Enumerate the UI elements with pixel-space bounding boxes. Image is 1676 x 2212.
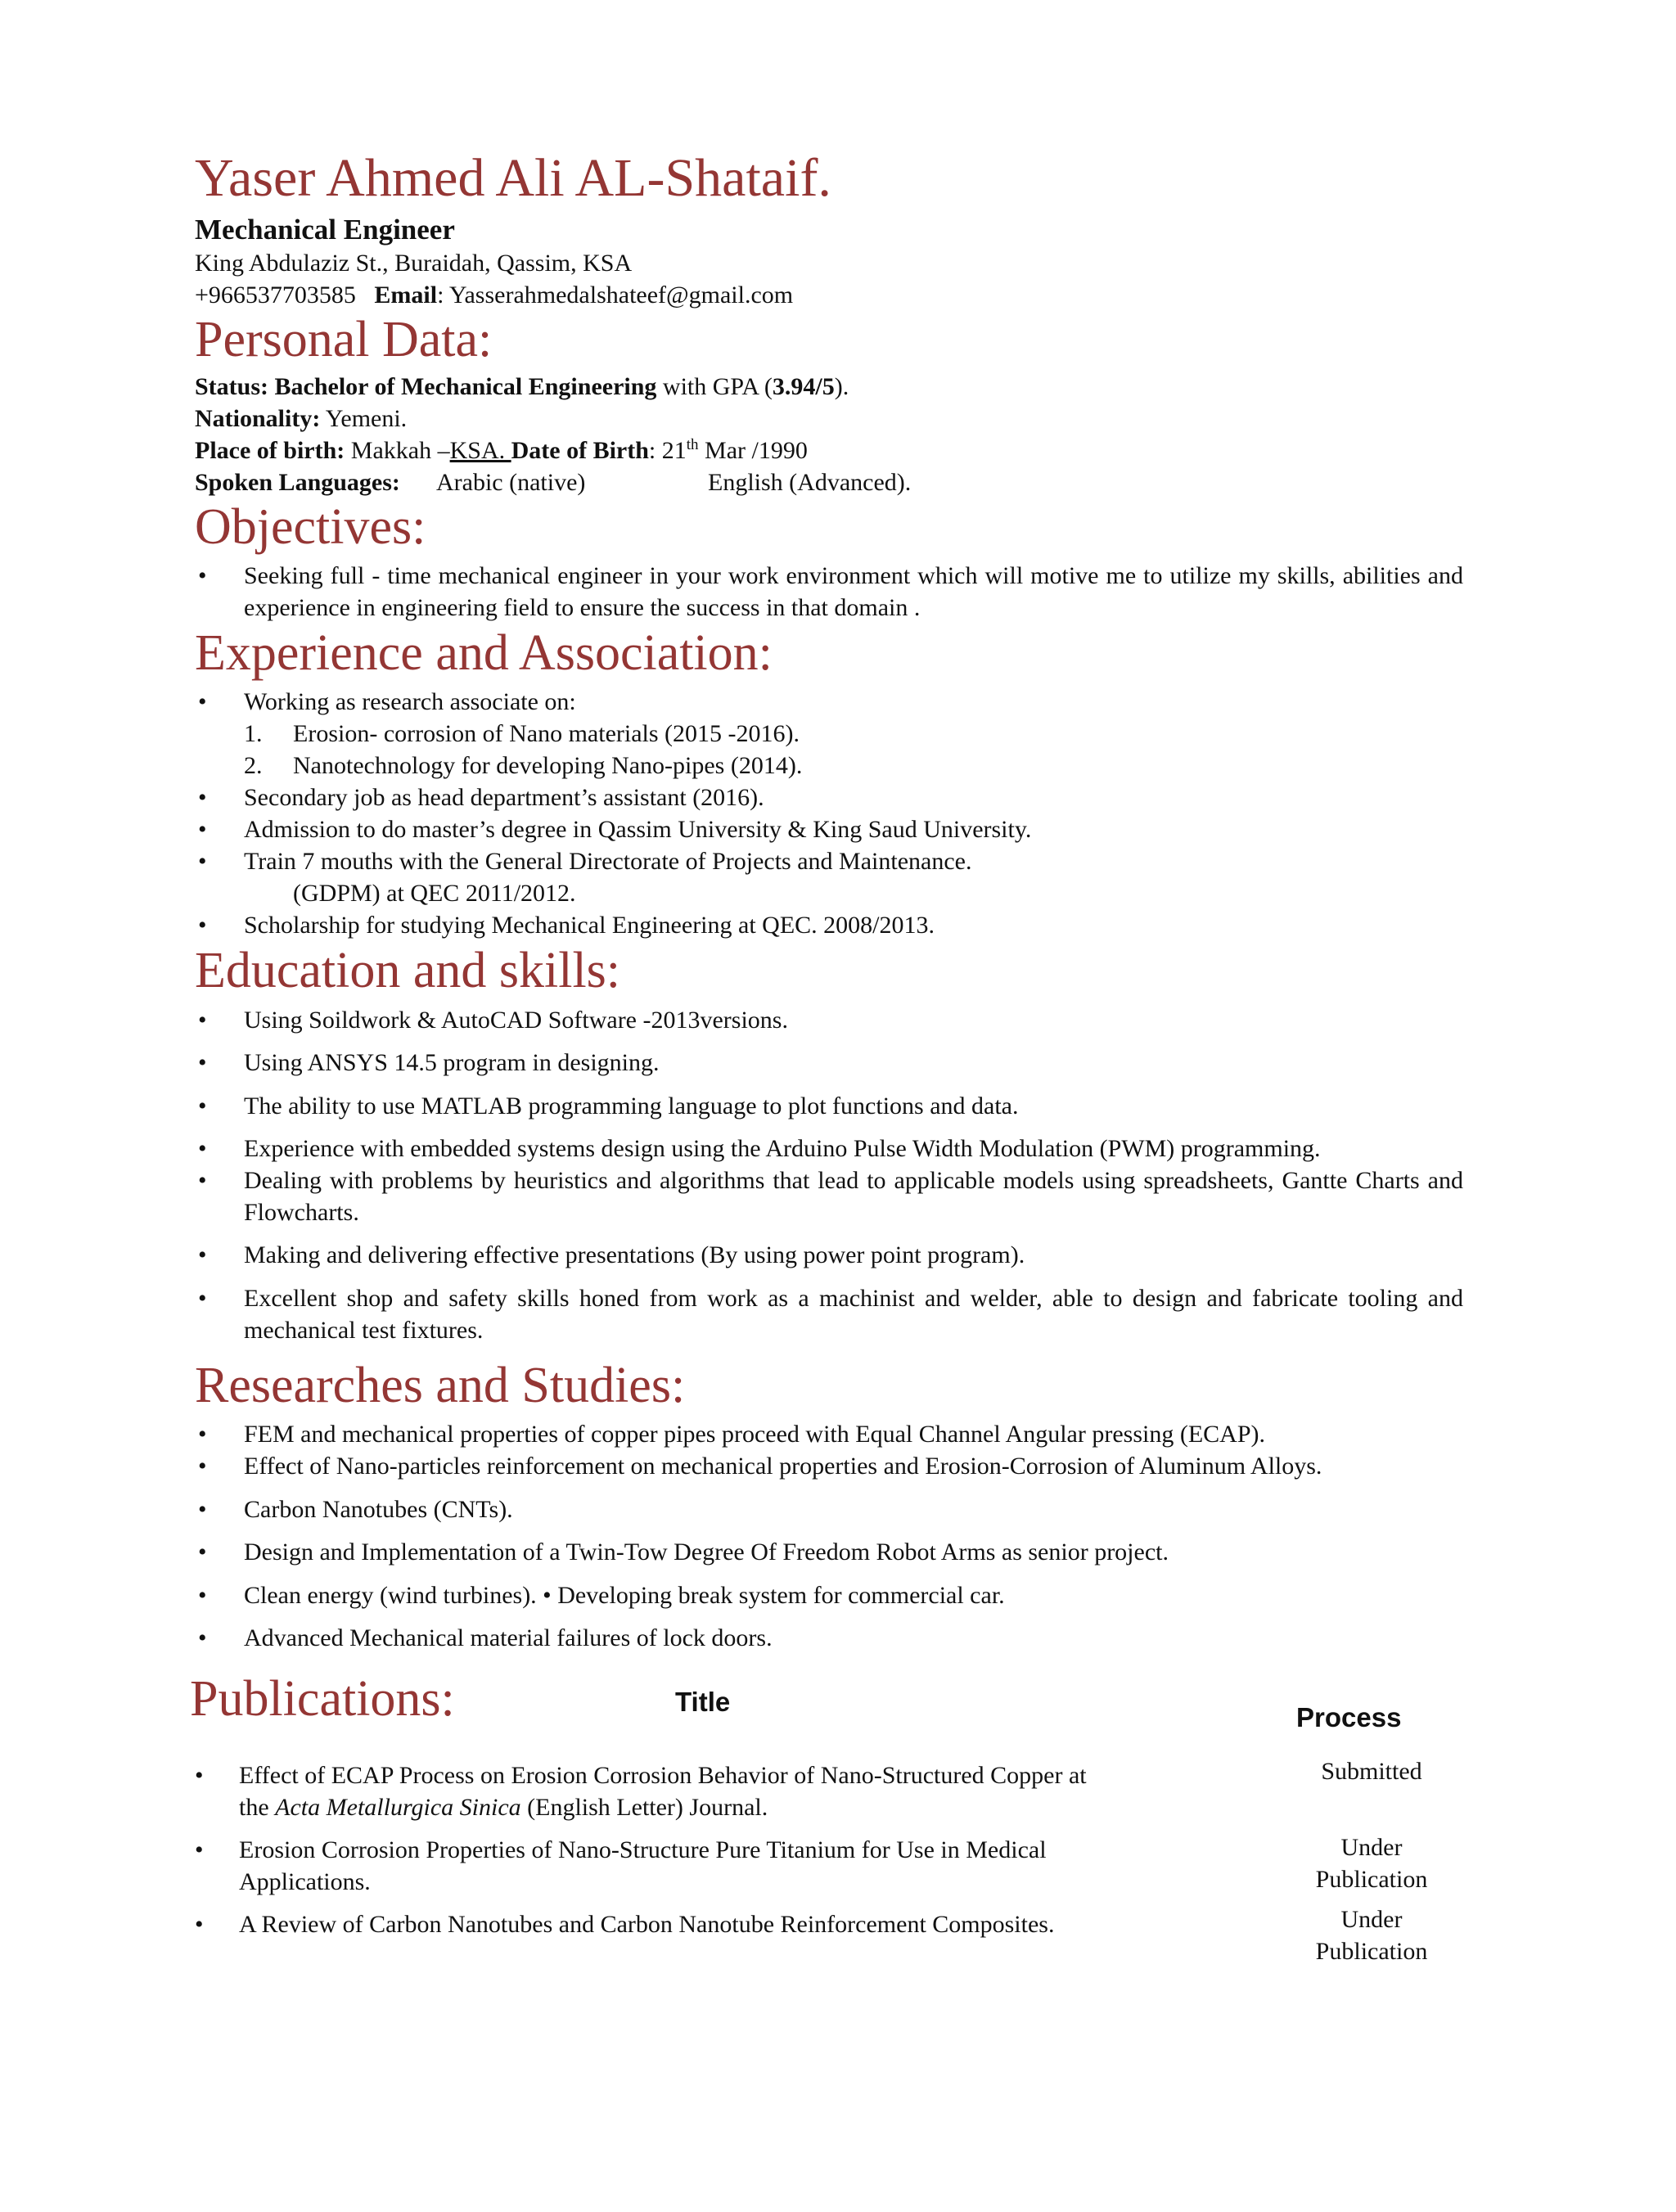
bullet-icon: • (198, 1582, 207, 1609)
dob-day: : 21 (648, 437, 687, 464)
bullet-icon: • (198, 1049, 207, 1076)
experience-item-continued: (GDPM) at QEC 2011/2012. (293, 880, 576, 907)
bullet-icon: • (198, 688, 207, 715)
research-item: Advanced Mechanical material failures of lock doors. (244, 1624, 773, 1651)
bullet-icon: • (198, 1092, 207, 1120)
birthplace-label: Place of birth: (195, 437, 345, 464)
experience-item: Scholarship for studying Mechanical Engineering at QEC. 2008/2013. (244, 912, 935, 939)
bullet-icon: • (198, 1496, 207, 1523)
publication-title-line: Applications. (239, 1868, 371, 1895)
research-item: Carbon Nanotubes (CNTs). (244, 1496, 513, 1523)
skill-item: The ability to use MATLAB programming language to plot functions and data. (244, 1092, 1019, 1120)
publication-title-line (239, 1791, 768, 1823)
publication-title-line: Erosion Corrosion Properties of Nano-Structure Pure Titanium for Use in Medical (239, 1836, 1047, 1863)
bullet-icon: • (198, 1167, 207, 1194)
candidate-address: King Abdulaziz St., Buraidah, Qassim, KSA (195, 250, 633, 277)
skill-item: Dealing with problems by heuristics and algorithms that lead to applicable models using spreadsheets, Gantte Charts and Flowcharts. (244, 1167, 1463, 1226)
bullet-icon: • (198, 1285, 207, 1312)
bullet-icon: • (198, 1135, 207, 1162)
sub-item-text: Erosion- corrosion of Nano materials (2015 -2016). (293, 720, 800, 747)
sub-item-number: 1. (244, 720, 263, 747)
status-line (195, 371, 849, 403)
candidate-role: Mechanical Engineer (195, 214, 455, 246)
bullet-icon: • (198, 1453, 207, 1480)
research-heading: Researches and Studies: (195, 1358, 686, 1413)
research-item: Design and Implementation of a Twin-Tow Degree Of Freedom Robot Arms as senior project. (244, 1538, 1169, 1566)
bullet-icon: • (195, 1762, 204, 1789)
research-item: Clean energy (wind turbines). • Developing break system for commercial car. (244, 1582, 1005, 1609)
status-label: Status: Bachelor of Mechanical Engineering (195, 373, 657, 400)
publications-process-header: Process (1296, 1702, 1402, 1732)
languages-line (195, 466, 400, 498)
birthplace-value: Makkah – (345, 437, 450, 464)
dob-label: Date of Birth (511, 437, 649, 464)
bullet-icon: • (198, 1538, 207, 1566)
publication-title-line: A Review of Carbon Nanotubes and Carbon Nanotube Reinforcement Composites. (239, 1911, 1055, 1938)
publication-status: Under (1340, 1834, 1403, 1861)
bullet-icon: • (198, 1007, 207, 1034)
dob-suffix: th (686, 436, 699, 453)
gpa-value: 3.94/5 (772, 373, 835, 400)
publication-status: Publication (1315, 1938, 1428, 1965)
research-item: FEM and mechanical properties of copper pipes proceed with Equal Channel Angular pressing (ECAP). (244, 1421, 1266, 1448)
bullet-icon: • (198, 1421, 207, 1448)
sub-item-text: Nanotechnology for developing Nano-pipes (2014). (293, 752, 803, 779)
research-item: Effect of Nano-particles reinforcement on mechanical properties and Erosion-Corrosion of Aluminum Alloys. (244, 1453, 1322, 1480)
publications-heading: Publications: (190, 1671, 455, 1727)
skill-item: Using Soildwork & AutoCAD Software -2013versions. (244, 1007, 788, 1034)
language-1: Arabic (native) (436, 469, 586, 496)
status-mid: with GPA ( (656, 373, 773, 400)
objective-item: Seeking full - time mechanical engineer in your work environment which will motive me to utilize my skills, abilities and experience in engineering field to ensure the success in that domain . (244, 562, 1463, 621)
sub-item-number: 2. (244, 752, 263, 779)
objectives-heading: Objectives: (195, 499, 426, 555)
skill-item: Using ANSYS 14.5 program in designing. (244, 1049, 660, 1076)
publication-status: Under (1340, 1906, 1403, 1933)
publication-title-line: Effect of ECAP Process on Erosion Corrosion Behavior of Nano-Structured Copper at (239, 1762, 1087, 1789)
publication-status: Submitted (1321, 1758, 1422, 1785)
publication-status: Publication (1315, 1866, 1428, 1893)
bullet-icon: • (198, 816, 207, 843)
bullet-icon: • (198, 1624, 207, 1651)
skill-item: Making and delivering effective presentations (By using power point program). (244, 1241, 1025, 1268)
status-end: ). (834, 373, 849, 400)
experience-item: Admission to do master’s degree in Qassim University & King Saud University. (244, 816, 1032, 843)
education-heading: Education and skills: (195, 943, 621, 998)
bullet-icon: • (195, 1911, 204, 1938)
skill-item: Experience with embedded systems design using the Arduino Pulse Width Modulation (PWM) programming. (244, 1135, 1321, 1162)
nationality-line (195, 403, 407, 435)
birthplace-country: KSA. (449, 437, 511, 464)
publications-title-header: Title (675, 1687, 731, 1717)
email-label: Email (374, 282, 438, 309)
publication-text: (English Letter) Journal. (520, 1794, 768, 1821)
bullet-icon: • (198, 1241, 207, 1268)
journal-name: Acta Metallurgica Sinica (275, 1794, 521, 1821)
contact-line: +966537703585 Email: Yasserahmedalshateef@gmail.com (195, 282, 794, 309)
birth-line (195, 435, 808, 466)
bullet-icon: • (198, 912, 207, 939)
phone-number: +966537703585 (195, 282, 356, 309)
bullet-icon: • (198, 848, 207, 875)
personal-data-heading: Personal Data: (195, 312, 493, 367)
experience-item: Secondary job as head department’s assistant (2016). (244, 784, 764, 811)
bullet-icon: • (195, 1836, 204, 1863)
bullet-icon: • (198, 784, 207, 811)
email-address[interactable]: Yasserahmedalshateef@gmail.com (448, 282, 794, 309)
bullet-icon: • (198, 562, 207, 589)
experience-item: Working as research associate on: (244, 688, 576, 715)
nationality-label: Nationality: (195, 405, 321, 432)
language-2: English (Advanced). (708, 469, 912, 496)
experience-item: Train 7 mouths with the General Directorate of Projects and Maintenance. (244, 848, 972, 875)
languages-label: Spoken Languages: (195, 469, 400, 496)
nationality-value: Yemeni. (320, 405, 408, 432)
skill-item: Excellent shop and safety skills honed from work as a machinist and welder, able to design and fabricate tooling and mechanical test fixtures. (244, 1285, 1463, 1344)
dob-month-year: Mar /1990 (698, 437, 808, 464)
experience-heading: Experience and Association: (195, 625, 773, 681)
publication-text: the (239, 1794, 276, 1821)
candidate-name: Yaser Ahmed Ali AL-Shataif. (195, 148, 831, 208)
